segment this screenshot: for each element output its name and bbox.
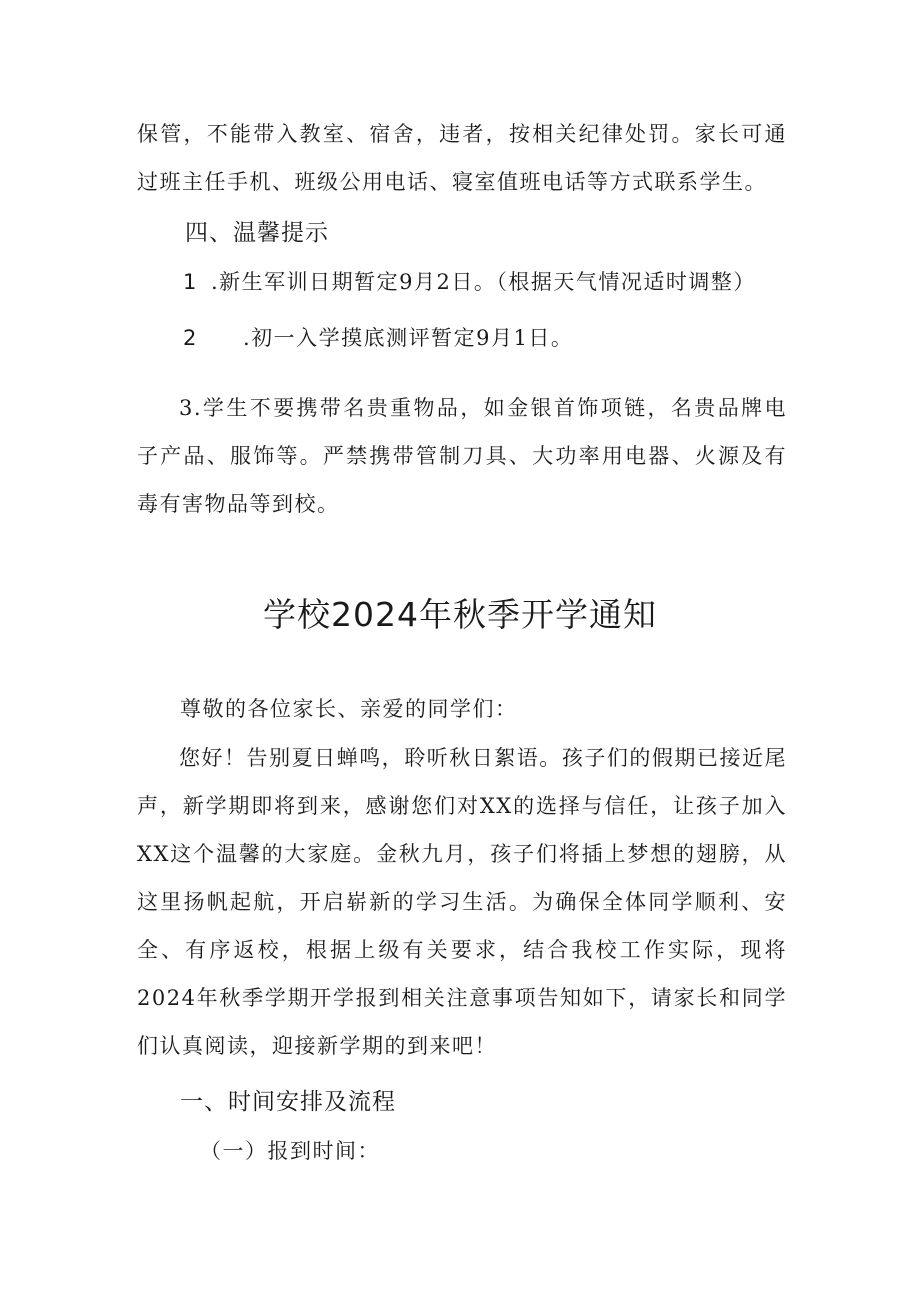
notice-title: 学校2024年秋季开学通知 [263,595,657,634]
tip-number-2: 2 [183,326,198,350]
tip-text-1: .新生军训日期暂定9月2日。（根据天气情况适时调整） [211,270,756,294]
subsection1-heading: （一）报到时间： [200,1139,380,1163]
tip-item-2 [183,322,573,352]
intro-paragraph: 您好！告别夏日蝉鸣，聆听秋日絮语。孩子们的假期已接近尾声，新学期即将到来，感谢您们对XX的选择与信任，让孩子加入XX这个温馨的大家庭。金秋九月，孩子们将插上梦想的翅膀，从这里扬帆起航，开启崭新的学习生活。为确保全体同学顺利、安全、有序返校，根据上级有关要求，结合我校工作实际，现将2024年秋季学期开学报到相关注意事项告知如下，请家长和同学们认真阅读，迎接新学期的到来吧！ [137,746,787,1058]
section4-heading: 四、温馨提示 [185,220,329,246]
tip-item-1 [183,266,756,296]
tip-item-3: 3.学生不要携带名贵重物品，如金银首饰项链，名贵品牌电子产品、服饰等。严禁携带管制刀具、大功率用电器、火源及有毒有害物品等到校。 [137,396,787,516]
top-paragraph: 保管，不能带入教室、宿舍，违者，按相关纪律处罚。家长可通过班主任手机、班级公用电话、寝室值班电话等方式联系学生。 [137,122,787,194]
tip-number-1: 1 [183,270,198,294]
tip-text-2: .初一入学摸底测评暂定9月1日。 [243,326,574,350]
salutation: 尊敬的各位家长、亲爱的同学们： [180,697,518,721]
section1-heading: 一、时间安排及流程 [180,1089,396,1115]
